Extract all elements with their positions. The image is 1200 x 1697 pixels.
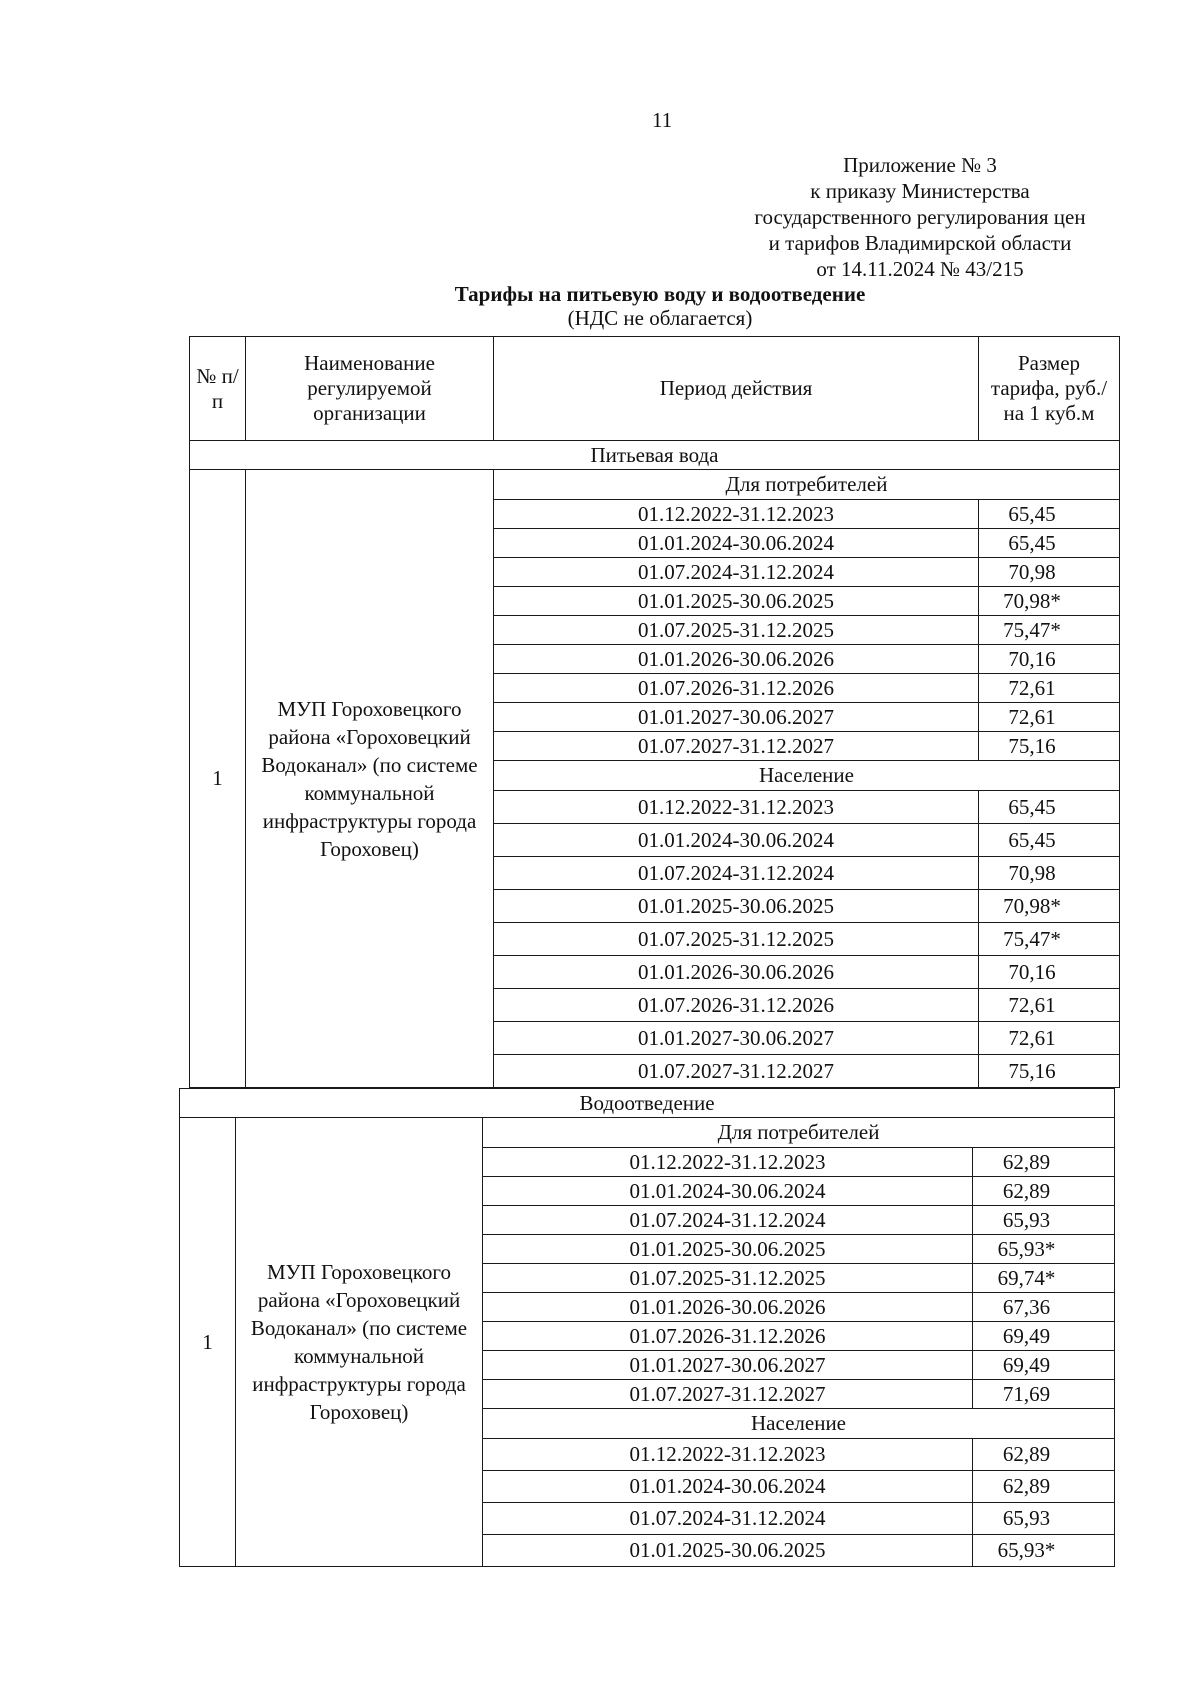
period-cell: 01.01.2026-30.06.2026 bbox=[494, 956, 979, 989]
period-cell: 01.12.2022-31.12.2023 bbox=[494, 791, 979, 824]
period-cell: 01.01.2027-30.06.2027 bbox=[494, 1022, 979, 1055]
appendix-line: Приложение № 3 bbox=[843, 153, 997, 177]
group-row bbox=[190, 470, 1120, 500]
tariff-table-drinking-water bbox=[189, 336, 1120, 1088]
tariff-value-cell: 71,69 bbox=[973, 1380, 1115, 1409]
tariff-value-cell: 70,16 bbox=[979, 645, 1120, 674]
tariff-value-cell: 72,61 bbox=[979, 674, 1120, 703]
tariff-value-cell: 65,93 bbox=[973, 1503, 1115, 1535]
appendix-line: государственного регулирования цен bbox=[754, 205, 1086, 229]
consumer-group-label: Для потребителей bbox=[483, 1118, 1115, 1148]
tariff-value-cell: 65,93* bbox=[973, 1535, 1115, 1567]
period-cell: 01.01.2024-30.06.2024 bbox=[483, 1471, 973, 1503]
period-cell: 01.01.2024-30.06.2024 bbox=[494, 824, 979, 857]
section-body bbox=[180, 1118, 1115, 1567]
period-cell: 01.07.2025-31.12.2025 bbox=[494, 923, 979, 956]
period-cell: 01.07.2027-31.12.2027 bbox=[483, 1380, 973, 1409]
tariff-value-cell: 70,98 bbox=[979, 558, 1120, 587]
vat-note: (НДС не облагается) bbox=[567, 306, 753, 330]
tariff-value-cell: 62,89 bbox=[973, 1471, 1115, 1503]
section-row bbox=[190, 441, 1120, 470]
period-cell: 01.01.2027-30.06.2027 bbox=[483, 1351, 973, 1380]
section-row bbox=[180, 1089, 1115, 1118]
period-cell: 01.01.2025-30.06.2025 bbox=[494, 890, 979, 923]
tariff-value-cell: 65,45 bbox=[979, 824, 1120, 857]
tariff-value-cell: 69,49 bbox=[973, 1351, 1115, 1380]
tariff-value-cell: 70,98 bbox=[979, 857, 1120, 890]
appendix-line: и тарифов Владимирской области bbox=[768, 231, 1072, 255]
tariff-value-cell: 70,98* bbox=[979, 890, 1120, 923]
tariff-value-cell: 75,47* bbox=[979, 923, 1120, 956]
appendix-block bbox=[740, 152, 1100, 282]
period-cell: 01.01.2025-30.06.2025 bbox=[483, 1235, 973, 1264]
tariff-value-cell: 65,45 bbox=[979, 500, 1120, 529]
appendix-line: к приказу Министерства bbox=[810, 179, 1030, 203]
section-title: Питьевая вода bbox=[190, 441, 1120, 470]
header-num bbox=[190, 337, 246, 441]
tariff-value-cell: 72,61 bbox=[979, 1022, 1120, 1055]
period-cell: 01.12.2022-31.12.2023 bbox=[483, 1439, 973, 1471]
period-cell: 01.07.2024-31.12.2024 bbox=[483, 1206, 973, 1235]
tariff-value-cell: 72,61 bbox=[979, 989, 1120, 1022]
header-tariff bbox=[979, 337, 1120, 441]
header-num-text: № п/п bbox=[196, 363, 239, 413]
period-cell: 01.12.2022-31.12.2023 bbox=[494, 500, 979, 529]
period-cell: 01.01.2025-30.06.2025 bbox=[483, 1535, 973, 1567]
header-org bbox=[246, 337, 494, 441]
tariff-table-wastewater bbox=[179, 1088, 1115, 1567]
tariff-value-cell: 67,36 bbox=[973, 1293, 1115, 1322]
tariff-value-cell: 65,45 bbox=[979, 529, 1120, 558]
row-number: 1 bbox=[180, 1118, 236, 1567]
period-cell: 01.07.2026-31.12.2026 bbox=[494, 989, 979, 1022]
tariff-value-cell: 70,98* bbox=[979, 587, 1120, 616]
period-cell: 01.07.2026-31.12.2026 bbox=[483, 1322, 973, 1351]
period-cell: 01.01.2026-30.06.2026 bbox=[483, 1293, 973, 1322]
section-title: Водоотведение bbox=[180, 1089, 1115, 1118]
tariff-value-cell: 75,47* bbox=[979, 616, 1120, 645]
tariff-value-cell: 75,16 bbox=[979, 1055, 1120, 1088]
period-cell: 01.07.2024-31.12.2024 bbox=[494, 558, 979, 587]
tariff-value-cell: 62,89 bbox=[973, 1439, 1115, 1471]
page-number: 11 bbox=[652, 108, 673, 132]
period-cell: 01.01.2027-30.06.2027 bbox=[494, 703, 979, 732]
period-cell: 01.07.2024-31.12.2024 bbox=[483, 1503, 973, 1535]
header-period-text: Период действия bbox=[659, 376, 813, 400]
tariff-value-cell: 65,93* bbox=[973, 1235, 1115, 1264]
period-cell: 01.01.2026-30.06.2026 bbox=[494, 645, 979, 674]
tariff-value-cell: 69,74* bbox=[973, 1264, 1115, 1293]
group-row bbox=[180, 1118, 1115, 1148]
period-cell: 01.07.2027-31.12.2027 bbox=[494, 1055, 979, 1088]
period-cell: 01.01.2024-30.06.2024 bbox=[494, 529, 979, 558]
tariff-value-cell: 65,45 bbox=[979, 791, 1120, 824]
tariff-value-cell: 62,89 bbox=[973, 1148, 1115, 1177]
consumer-group-label: Для потребителей bbox=[494, 470, 1120, 500]
period-cell: 01.07.2024-31.12.2024 bbox=[494, 857, 979, 890]
tariff-value-cell: 69,49 bbox=[973, 1322, 1115, 1351]
organization-name: МУП Гороховецкого района «Гороховецкий Водоканал» (по системе коммунальной инфраструктуры города Гороховец) bbox=[236, 1118, 483, 1567]
period-cell: 01.01.2025-30.06.2025 bbox=[494, 587, 979, 616]
period-cell: 01.12.2022-31.12.2023 bbox=[483, 1148, 973, 1177]
tariff-value-cell: 62,89 bbox=[973, 1177, 1115, 1206]
appendix-line: от 14.11.2024 № 43/215 bbox=[816, 257, 1024, 281]
period-cell: 01.07.2025-31.12.2025 bbox=[494, 616, 979, 645]
tariff-value-cell: 65,93 bbox=[973, 1206, 1115, 1235]
period-cell: 01.07.2025-31.12.2025 bbox=[483, 1264, 973, 1293]
row-number: 1 bbox=[190, 470, 246, 1088]
document-title: Тарифы на питьевую воду и водоотведение bbox=[454, 282, 866, 306]
consumer-group-label: Население bbox=[483, 1409, 1115, 1439]
tariff-value-cell: 75,16 bbox=[979, 732, 1120, 761]
tariff-value-cell: 72,61 bbox=[979, 703, 1120, 732]
header-period bbox=[494, 337, 979, 441]
consumer-group-label: Население bbox=[494, 761, 1120, 791]
header-org-text: Наименование регулируемой организации bbox=[304, 351, 435, 425]
tariff-value-cell: 70,16 bbox=[979, 956, 1120, 989]
period-cell: 01.01.2024-30.06.2024 bbox=[483, 1177, 973, 1206]
section-body bbox=[190, 470, 1120, 1088]
header-tariff-text: Размер тарифа, руб./на 1 куб.м bbox=[990, 351, 1108, 425]
table-header-row bbox=[190, 337, 1120, 441]
period-cell: 01.07.2027-31.12.2027 bbox=[494, 732, 979, 761]
organization-name: МУП Гороховецкого района «Гороховецкий Водоканал» (по системе коммунальной инфраструктуры города Гороховец) bbox=[246, 470, 494, 1088]
period-cell: 01.07.2026-31.12.2026 bbox=[494, 674, 979, 703]
